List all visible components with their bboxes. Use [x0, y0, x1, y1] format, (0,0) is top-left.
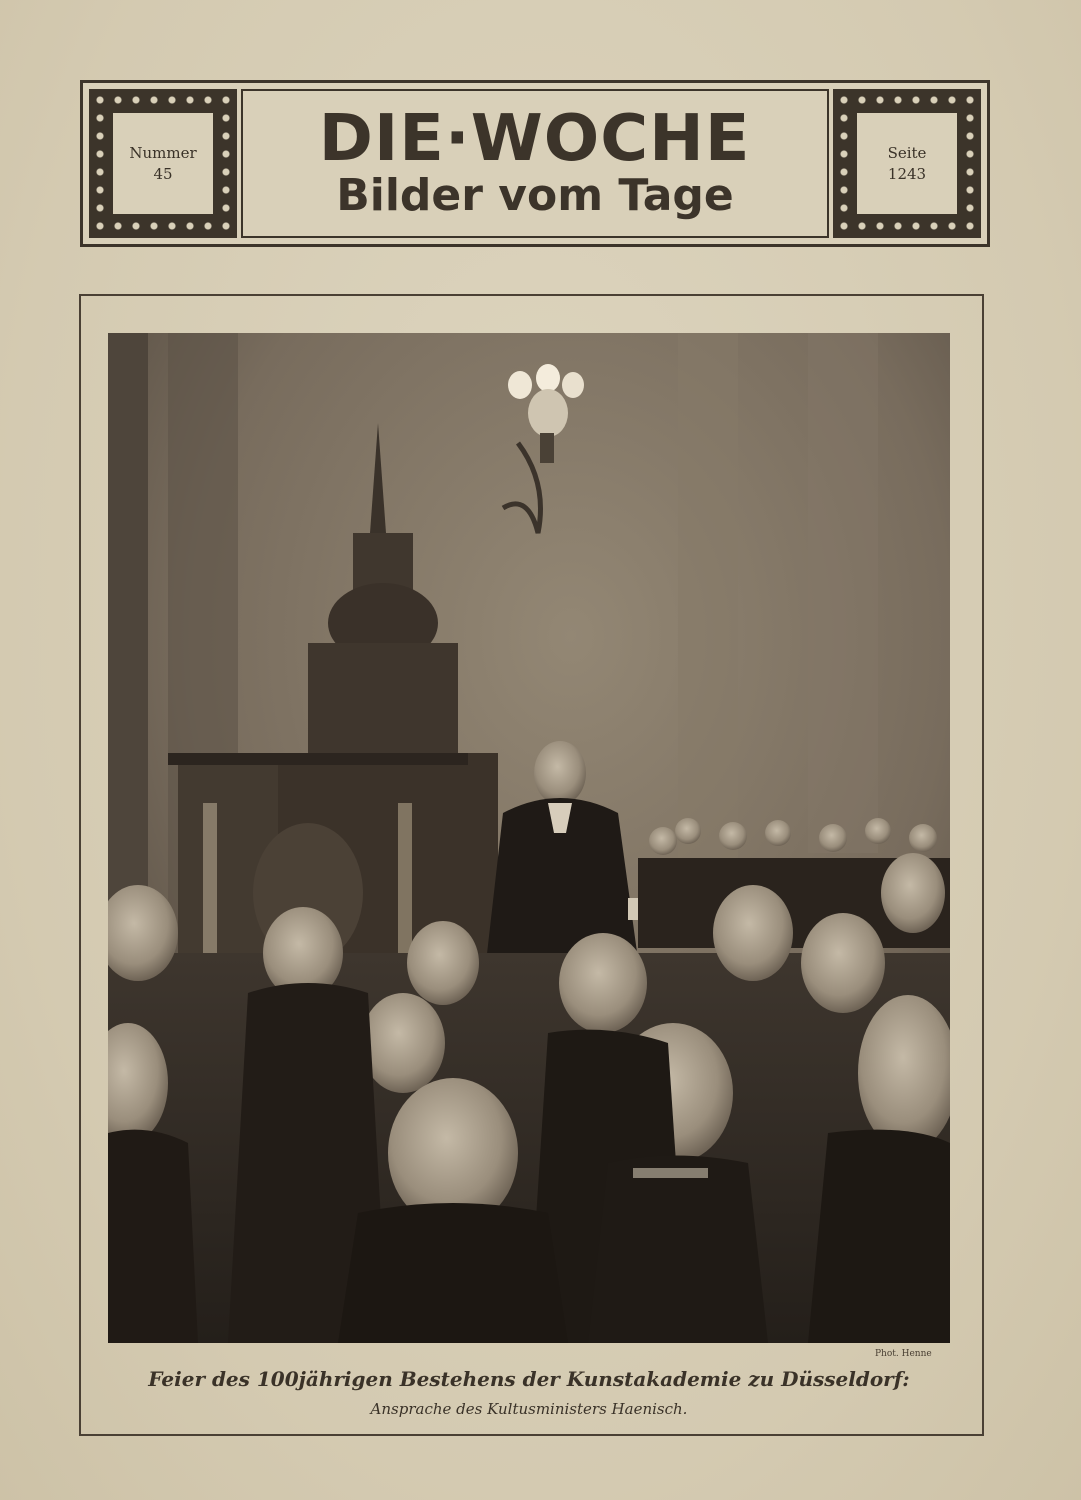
issue-number-value: 45	[153, 164, 173, 183]
page-number-value: 1243	[887, 164, 927, 183]
title-block	[241, 89, 829, 238]
photo-illustration	[108, 333, 950, 1343]
page-number-panel	[833, 89, 981, 238]
caption-subline: Ansprache des Kultusministers Haenisch.	[370, 1400, 688, 1418]
masthead	[80, 80, 990, 247]
magazine-subtitle: Bilder vom Tage	[336, 170, 734, 222]
issue-number-panel	[89, 89, 237, 238]
page-number-label: Seite	[887, 144, 927, 163]
issue-number-label: Nummer	[129, 144, 197, 163]
caption-headline: Feier des 100jährigen Bestehens der Kunstakademie zu Düsseldorf:	[148, 1367, 910, 1391]
photo-credit: Phot. Henne	[875, 1349, 932, 1359]
ceremony-photograph	[108, 333, 950, 1343]
page-number-box	[854, 110, 960, 217]
issue-number-box	[110, 110, 216, 217]
magazine-title: DIE·WOCHE	[319, 102, 751, 177]
